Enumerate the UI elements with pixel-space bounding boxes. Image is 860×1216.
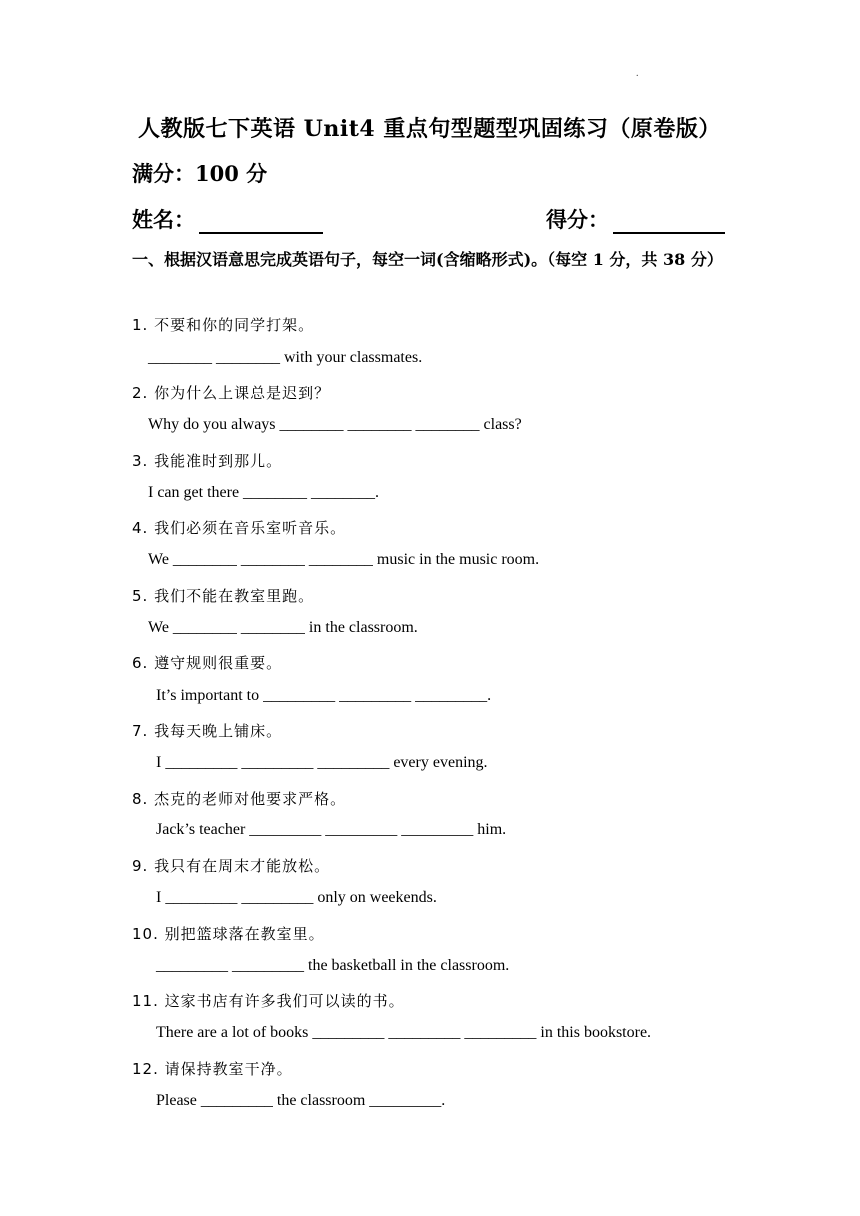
question-answer-line: Why do you always ________ ________ ________ class? [148, 416, 522, 433]
question-answer-line: It’s important to _________ _________ _________. [156, 687, 492, 704]
question-answer-line: I can get there ________ ________. [148, 484, 380, 501]
name-label: 姓名： [132, 207, 195, 232]
question-prompt: 9. 我只有在周末才能放松。 [132, 857, 331, 875]
section-heading: 一、根据汉语意思完成英语句子，每空一词(含缩略形式)。（每空 1 分，共 38 分） [132, 250, 723, 269]
question-prompt: 8. 杰克的老师对他要求严格。 [132, 790, 347, 808]
question-answer-line: There are a lot of books _________ _________ _________ in this bookstore. [156, 1024, 652, 1041]
question-prompt: 11. 这家书店有许多我们可以读的书。 [132, 992, 405, 1010]
corner-mark: . [636, 68, 639, 79]
grade-label: 得分： [546, 207, 609, 232]
question-prompt: 2. 你为什么上课总是迟到？ [132, 384, 331, 402]
page-title: 人教版七下英语 Unit4 重点句型题型巩固练习（原卷版） [138, 116, 721, 142]
question-prompt: 3. 我能准时到那儿。 [132, 452, 283, 470]
question-answer-line: I _________ _________ _________ every evening. [156, 754, 488, 771]
question-prompt: 5. 我们不能在教室里跑。 [132, 587, 315, 605]
grade-field [546, 204, 725, 234]
full-score: 满分：100 分 [132, 161, 268, 186]
question-prompt: 6. 遵守规则很重要。 [132, 654, 283, 672]
question-answer-line: _________ _________ the basketball in the classroom. [156, 957, 510, 974]
question-prompt: 10. 别把篮球落在教室里。 [132, 925, 325, 943]
question-answer-line: I _________ _________ only on weekends. [156, 889, 437, 906]
name-blank-line [199, 208, 323, 234]
question-prompt: 4. 我们必须在音乐室听音乐。 [132, 519, 347, 537]
question-answer-line: Please _________ the classroom _________. [156, 1092, 446, 1109]
name-field [132, 204, 323, 234]
question-prompt: 1. 不要和你的同学打架。 [132, 316, 315, 334]
question-answer-line: Jack’s teacher _________ _________ _________ him. [156, 821, 507, 838]
question-answer-line: ________ ________ with your classmates. [148, 349, 423, 366]
question-prompt: 7. 我每天晚上铺床。 [132, 722, 283, 740]
question-prompt: 12. 请保持教室干净。 [132, 1060, 293, 1078]
question-answer-line: We ________ ________ ________ music in the music room. [148, 551, 540, 568]
grade-blank-line [613, 208, 725, 234]
question-answer-line: We ________ ________ in the classroom. [148, 619, 418, 636]
